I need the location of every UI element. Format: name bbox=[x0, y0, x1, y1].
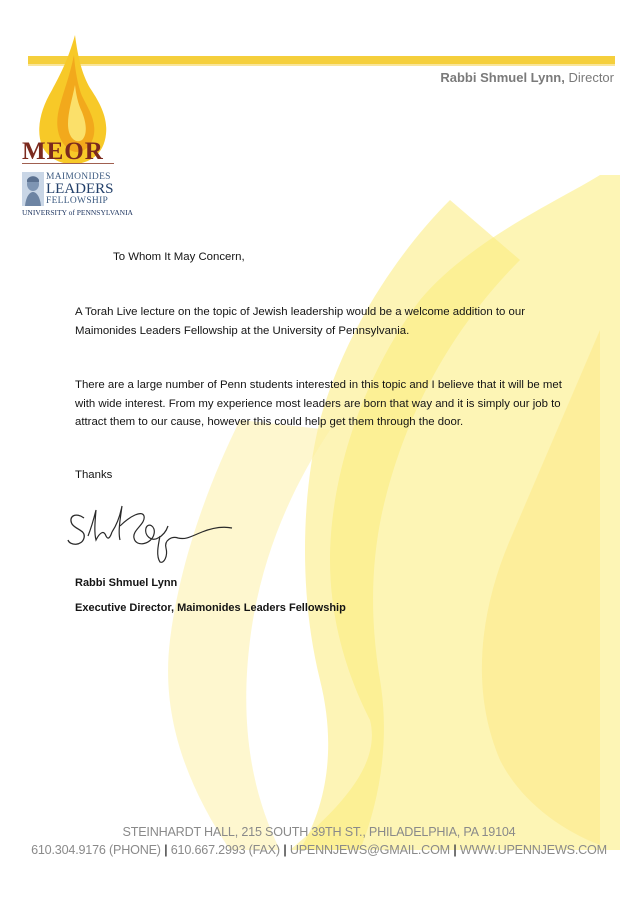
salutation: To Whom It May Concern, bbox=[113, 251, 245, 263]
meor-logo-text: MEOR bbox=[22, 138, 104, 165]
footer-contact bbox=[0, 843, 638, 857]
footer-email[interactable]: UPENNJEWS@GMAIL.COM bbox=[289, 843, 450, 857]
footer-separator: | bbox=[164, 843, 168, 857]
meor-tagline-rule bbox=[22, 163, 114, 165]
body-paragraph-1: A Torah Live lecture on the topic of Jewish leadership would be a welcome addition to our Maimonides Leaders Fellowship at the University of Pennsylvania. bbox=[75, 306, 525, 337]
footer-separator: | bbox=[453, 843, 457, 857]
signer-title: Executive Director, Maimonides Leaders Fellowship bbox=[75, 602, 346, 614]
footer-website[interactable]: WWW.UPENNJEWS.COM bbox=[459, 843, 607, 857]
mlf-logo bbox=[22, 172, 133, 218]
footer-address: STEINHARDT HALL, 215 SOUTH 39TH ST., PHILADELPHIA, PA 19104 bbox=[122, 825, 516, 839]
footer-separator: | bbox=[283, 843, 287, 857]
body-paragraph-2: There are a large number of Penn students interested in this topic and I believe that it will be met with wide interest. From my experience most leaders are born that way and it is simply our job to attract them to our cause, however this could help get them through the door. bbox=[75, 379, 562, 428]
footer-fax: 610.667.2993 (FAX) bbox=[170, 843, 280, 857]
closing: Thanks bbox=[75, 469, 113, 481]
footer-phone: 610.304.9176 (PHONE) bbox=[31, 843, 161, 857]
mlf-fellowship-text: FELLOWSHIP bbox=[46, 196, 109, 206]
director-line bbox=[440, 70, 614, 85]
mlf-maimonides-text: MAIMONIDES bbox=[46, 172, 111, 182]
director-name: Rabbi Shmuel Lynn, bbox=[440, 70, 565, 85]
mlf-leaders-text: LEADERS bbox=[46, 181, 114, 197]
director-title: Director bbox=[568, 70, 614, 85]
signer-name: Rabbi Shmuel Lynn bbox=[75, 577, 178, 589]
handwritten-signature bbox=[62, 496, 242, 566]
university-text: UNIVERSITY of PENNSYLVANIA bbox=[22, 208, 133, 217]
maimonides-portrait-icon bbox=[22, 172, 44, 206]
